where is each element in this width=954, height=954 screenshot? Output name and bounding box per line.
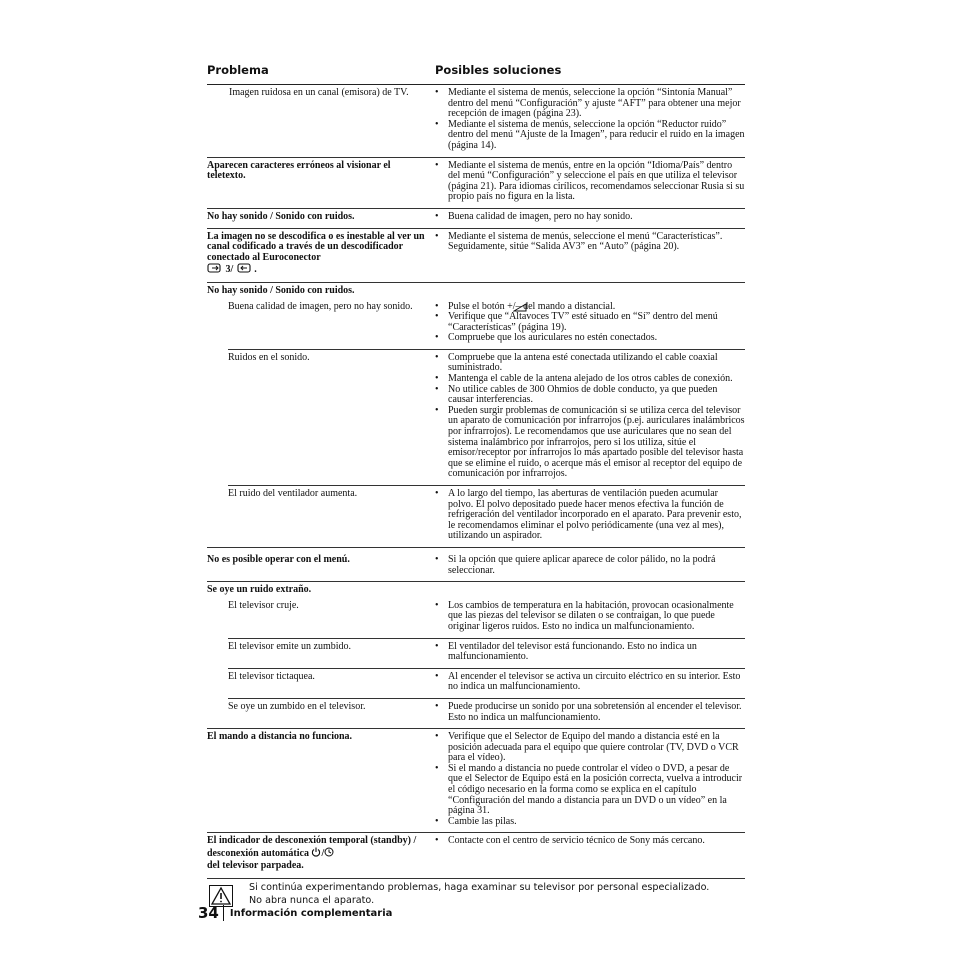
footer-section-title: Información complementaria (229, 907, 393, 919)
solution-item: • Mediante el sistema de menús, seleccione la opción “Sintonía Manual” dentro del menú “Configuración” y ajuste “AFT” para obtener una mejor recepción de imagen (página 23). (435, 88, 745, 120)
solution-item: • Si la opción que quiere aplicar aparece de color pálido, no la podrá seleccionar. (435, 555, 745, 576)
power-icon (311, 847, 321, 861)
problem-text: No es posible operar con el menú. (207, 553, 350, 565)
solution-item: • Mantenga el cable de la antena alejado de los otros cables de conexión. (435, 374, 745, 385)
problem-text: No hay sonido / Sonido con ruidos. (207, 210, 355, 222)
solution-item: • No utilice cables de 300 Ohmios de doble conducto, ya que pueden causar interferencias. (435, 385, 745, 406)
problem-text: El mando a distancia no funciona. (207, 731, 353, 743)
timer-icon (324, 847, 334, 861)
table-row (207, 832, 745, 876)
table-row (207, 84, 745, 157)
page-number: 34 (198, 905, 224, 921)
problem-text: El televisor cruje. (228, 599, 299, 611)
solution-item: • Verifique que el Selector de Equipo del mando a distancia esté en la posición adecuada para el equipo que quiere controlar (TV, DVD o VCR para el vídeo). (435, 732, 745, 764)
scart-output-icon (236, 263, 252, 277)
problem-text-end: del televisor parpadea. (207, 859, 304, 871)
solution-item: • Si el mando a distancia no puede controlar el vídeo o DVD, a pesar de que el Selector de Equipo está en la posición correcta, vuelva a introducir el código necesario en la forma como se explica en el capítulo “Configuración del mando a distancia para un DVD o un vídeo” en la página 31. (435, 764, 745, 817)
solution-item: • Buena calidad de imagen, pero no hay sonido. (435, 212, 745, 223)
solution-item: • Mediante el sistema de menús, entre en la opción “Idioma/País” dentro del menú “Configuración” y seleccione el país en que utiliza el televisor (página 21). Para idiomas cirílicos, recomendamos seleccionar Rusia si su propio país no figura en la lista. (435, 161, 745, 203)
solution-item: • Mediante el sistema de menús, seleccione la opción “Reductor ruido” dentro del menú “Ajuste de la Imagen”, para reducir el ruido en la imagen (página 14). (435, 120, 745, 152)
table-row (228, 668, 745, 698)
column-header-problem: Problema (207, 63, 269, 77)
section-heading: Se oye un ruido extraño. (207, 581, 745, 600)
table-row (207, 547, 745, 581)
troubleshooting-table (207, 84, 745, 876)
page-footer (198, 905, 392, 921)
solution-item: • A lo largo del tiempo, las aberturas de ventilación pueden acumular polvo. El polvo depositado puede hacer menos efectiva la función de refrigeración del ventilador incorporado en el aparato. Para prevenir esto, le recomendamos eliminar el polvo periódicamente (una vez al mes), utilizando un aspirador. (435, 489, 745, 542)
solution-item: • Pueden surgir problemas de comunicación si se utiliza cerca del televisor un aparato de comunicación por infrarrojos (p.ej. auriculares inalámbricos por infrarrojos). Le recomendamos que use auriculares que no sean del sistema inalámbrico por infrarrojos, pero si los utiliza, sitúe el emisor/receptor por infrarrojos lo más apartado posible del televisor hasta que se elimine el ruido, o acerque más el emisor al receptor del equipo de comunicación por infrarrojos. (435, 406, 745, 480)
solution-item: • Mediante el sistema de menús, seleccione el menú “Características”. Seguidamente, sitúe “Salida AV3” en “Auto” (página 20). (435, 232, 745, 253)
solution-item: • Cambie las pilas. (435, 817, 745, 828)
solution-item: • Contacte con el centro de servicio técnico de Sony más cercano. (435, 836, 745, 847)
problem-text: Ruidos en el sonido. (228, 351, 310, 363)
table-row (228, 698, 745, 728)
problem-text: Se oye un zumbido en el televisor. (228, 700, 366, 712)
problem-text: El televisor emite un zumbido. (228, 640, 352, 652)
problem-text: El ruido del ventilador aumenta. (228, 488, 358, 499)
warning-note (207, 878, 745, 908)
solution-item: • Verifique que “Altavoces TV” esté situado en “Sí” dentro del menú “Características” (página 19). (435, 312, 745, 333)
solution-item: • Al encender el televisor se activa un circuito eléctrico en su interior. Esto no indica un malfuncionamiento. (435, 672, 745, 693)
table-row (228, 485, 745, 547)
table-row (207, 208, 745, 228)
solution-item: • Los cambios de temperatura en la habitación, provocan ocasionalmente que las piezas del televisor se dilaten o se contraigan, lo que puede originar ligeros ruidos. Esto no indica un malfuncionamiento. (435, 601, 745, 633)
solution-item: • Compruebe que la antena esté conectada utilizando el cable coaxial suministrado. (435, 353, 745, 374)
problem-text: Buena calidad de imagen, pero no hay sonido. (228, 300, 413, 312)
table-row (228, 638, 745, 668)
section-heading: No hay sonido / Sonido con ruidos. (207, 282, 745, 301)
problem-text: Imagen ruidosa en un canal (emisora) de TV. (229, 87, 409, 98)
scart-input-icon (207, 263, 223, 277)
problem-text: El televisor tictaquea. (228, 670, 315, 682)
warning-line-1: Si continúa experimentando problemas, haga examinar su televisor por personal especializado. (249, 882, 710, 893)
table-row (228, 301, 745, 349)
table-row (207, 228, 745, 282)
solution-item: • El ventilador del televisor está funcionando. Esto no indica un malfuncionamiento. (435, 642, 745, 663)
problem-cell: El indicador de desconexión temporal (standby) / desconexión automática / del televisor parpadea. (207, 835, 417, 871)
table-row (228, 349, 745, 485)
table-row (207, 157, 745, 208)
column-header-solutions: Posibles soluciones (435, 63, 562, 77)
solution-item: • Compruebe que los auriculares no estén conectados. (435, 333, 745, 344)
problem-text: La imagen no se descodifica o es inestable al ver un canal codificado a través de un descodificador conectado al Euroconector (207, 230, 425, 263)
problem-text: El indicador de desconexión temporal (standby) / desconexión automática (207, 835, 417, 860)
table-row (207, 728, 745, 832)
table-row (228, 600, 745, 638)
warning-line-2: No abra nunca el aparato. (249, 894, 375, 906)
solution-item: • Puede producirse un sonido por una sobretensión al encender el televisor. Esto no indica un malfuncionamiento. (435, 702, 745, 723)
scart-number: 3/ (225, 264, 234, 276)
problem-text: Aparecen caracteres erróneos al visionar el teletexto. (207, 159, 391, 182)
solution-item: • Pulse el botón +/– del mando a distancial. (435, 302, 745, 313)
problem-cell: La imagen no se descodifica o es inestable al ver un canal codificado a través de un descodificador conectado al Euroconector 3/ . (207, 230, 425, 276)
